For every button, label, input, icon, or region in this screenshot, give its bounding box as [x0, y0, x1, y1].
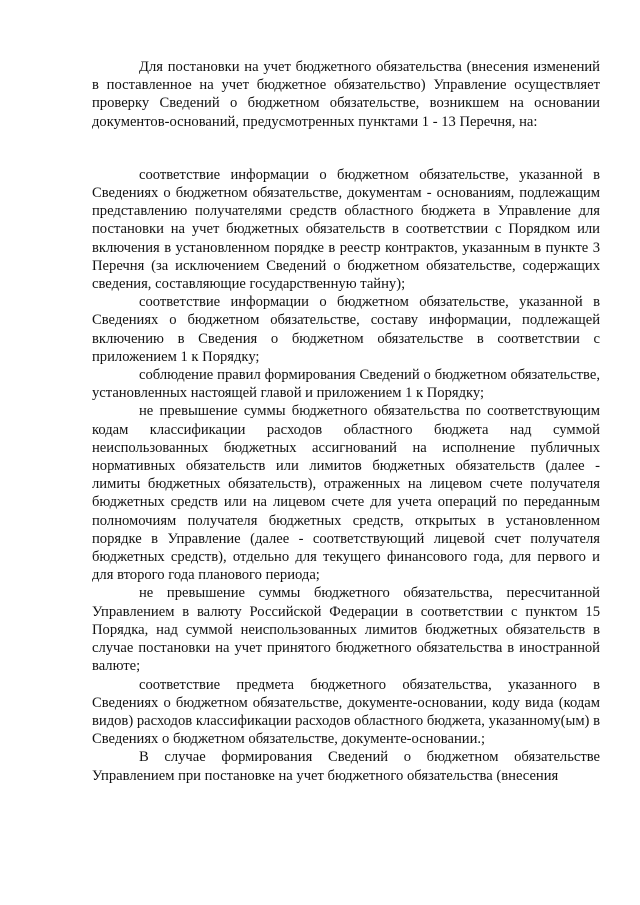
check-item-4: не превышение суммы бюджетного обязательства по соответствующим кодам классификации расходов областного бюджета над суммой неиспользованных бюджетных ассигнований на исполнение публичных нормативных обязательств или лимитов бюджетных обязательств (далее - лимиты бюджетных обязательств), отраженных на лицевом счете получателя бюджетных средств или на лицевом счете для учета операций по переданным полномочиям получателя бюджетных средств, открытых в установленном порядке в Управление (далее - соответствующий лицевой счет получателя бюджетных средств), отдельно для текущего финансового года, для первого и для второго года планового периода;: [92, 403, 600, 584]
check-item-3: соблюдение правил формирования Сведений о бюджетном обязательстве, установленных настоящей главой и приложением 1 к Порядку;: [92, 367, 600, 402]
check-item-2: соответствие информации о бюджетном обязательстве, указанной в Сведениях о бюджетном обязательстве, составу информации, подлежащей включению в Сведения о бюджетном обязательстве в соответствии с приложением 1 к Порядку;: [92, 294, 600, 365]
closing-paragraph: В случае формирования Сведений о бюджетном обязательстве Управлением при постановке на учет бюджетного обязательства (внесения: [92, 749, 600, 784]
intro-paragraph: Для постановки на учет бюджетного обязательства (внесения изменений в поставленное на учет бюджетное обязательство) Управление осуществляет проверку Сведений о бюджетном обязательстве, возникшем на основании документов-оснований, предусмотренных пунктами 1 - 13 Перечня, на:: [92, 59, 600, 130]
check-item-6: соответствие предмета бюджетного обязательства, указанного в Сведениях о бюджетном обязательстве, документе-основании, коду вида (кодам видов) расходов классификации расходов областного бюджета, указанному(ым) в Сведениях о бюджетном обязательстве, документе-основании.;: [92, 676, 600, 748]
check-item-1: соответствие информации о бюджетном обязательстве, указанной в Сведениях о бюджетном обязательстве, документам - основаниям, подлежащим представлению получателями средств областного бюджета в Управление для постановки на учет бюджетных обязательств в соответствии с Порядком или включения в установленном порядке в реестр контрактов, указанным в пункте 3 Перечня (за исключением Сведений о бюджетном обязательстве, содержащих сведения, составляющие государственную тайну);: [92, 166, 600, 293]
document-page: [92, 58, 600, 785]
paragraph-gap: [92, 131, 600, 166]
check-item-5: не превышение суммы бюджетного обязательства, пересчитанной Управлением в валюту Российской Федерации в соответствии с пунктом 15 Порядка, над суммой неиспользованных лимитов бюджетных обязательств в случае постановки на учет принятого бюджетного обязательства в иностранной валюте;: [92, 585, 600, 675]
